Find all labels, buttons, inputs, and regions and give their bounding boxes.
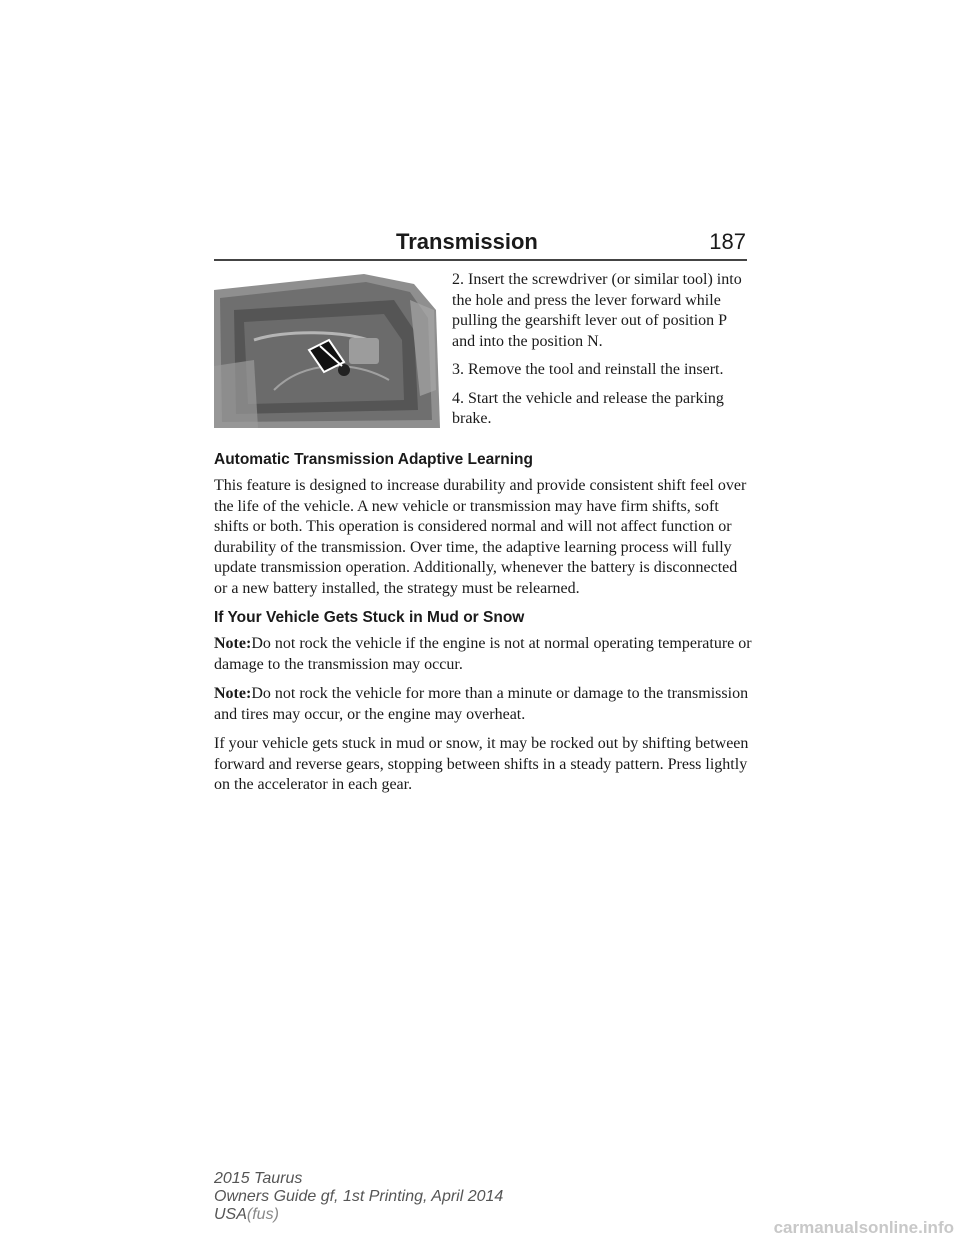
note-label: Note: bbox=[214, 685, 252, 702]
step-2: 2. Insert the screwdriver (or similar tool) into the hole and press the lever forward while pulling the gearshift lever out of position P and into the position N. bbox=[452, 271, 742, 350]
note-2-text: Do not rock the vehicle for more than a minute or damage to the transmission and tires may occur, or the engine may overheat. bbox=[214, 685, 749, 723]
main-content bbox=[214, 450, 754, 805]
procedure-steps bbox=[452, 270, 752, 438]
footer-country: USA bbox=[214, 1206, 247, 1223]
note-label: Note: bbox=[214, 635, 252, 652]
page-footer bbox=[214, 1170, 503, 1224]
footer-market bbox=[214, 1206, 503, 1224]
section-heading-stuck-vehicle: If Your Vehicle Gets Stuck in Mud or Snow bbox=[214, 609, 525, 626]
footer-model: 2015 Taurus bbox=[214, 1170, 303, 1187]
footer-edition: Owners Guide gf, 1st Printing, April 2014 bbox=[214, 1188, 504, 1205]
note-2 bbox=[214, 684, 754, 725]
header-divider bbox=[214, 259, 747, 261]
shift-lever-release-illustration bbox=[214, 270, 440, 428]
watermark-text: carmanualsonline.info bbox=[773, 1218, 954, 1237]
shift-lever-release-icon bbox=[214, 270, 440, 428]
page-title: Transmission bbox=[396, 229, 538, 254]
step-4: 4. Start the vehicle and release the parking brake. bbox=[452, 389, 724, 427]
section-heading-adaptive-learning: Automatic Transmission Adaptive Learning bbox=[214, 451, 533, 468]
stuck-vehicle-paragraph: If your vehicle gets stuck in mud or snow, it may be rocked out by shifting between forward and reverse gears, stopping between shifts in a steady pattern. Press lightly on the accelerator in each gear. bbox=[214, 735, 749, 793]
step-3: 3. Remove the tool and reinstall the insert. bbox=[452, 361, 724, 378]
adaptive-learning-paragraph: This feature is designed to increase durability and provide consistent shift feel over the life of the vehicle. A new vehicle or transmission may have firm shifts, soft shifts or both. This operation is considered normal and will not affect function or durability of the transmission. Over time, the adaptive learning process will fully update transmission operation. Additionally, whenever the battery is disconnected or a new battery installed, the strategy must be relearned. bbox=[214, 477, 747, 597]
note-1 bbox=[214, 634, 754, 675]
footer-code: (fus) bbox=[246, 1206, 279, 1223]
page-number: 187 bbox=[709, 229, 746, 254]
note-1-text: Do not rock the vehicle if the engine is not at normal operating temperature or damage to the transmission may occur. bbox=[214, 635, 752, 673]
